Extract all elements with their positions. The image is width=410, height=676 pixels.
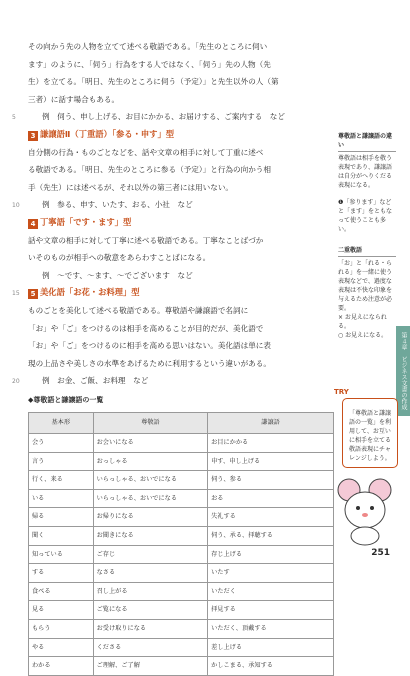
table-cell: いらっしゃる、おいでになる <box>93 471 208 490</box>
column-header: 基本形 <box>29 413 94 434</box>
table-cell: ご存じ <box>93 545 208 564</box>
table-cell: いらっしゃる、おいでになる <box>93 489 208 508</box>
body-line: いそのものが相手への敬意をあらわすことばになる。 <box>28 253 211 263</box>
main-text <box>28 38 328 676</box>
table-cell: なさる <box>93 564 208 583</box>
body-line: 三者）に話す場合もある。 <box>28 94 120 104</box>
sidenote-title: 尊敬語と謙譲語の違い <box>338 132 396 152</box>
table-cell: 知っている <box>29 545 94 564</box>
honorifics-table <box>28 412 334 675</box>
body-line: 「お」や「ご」をつけるのは相手を高めることが目的だが、美化語で <box>28 323 264 333</box>
body-line: その向かう先の人物を立てて述べる敬語である。「先生のところに伺い <box>28 42 268 51</box>
table-cell: いただく、頂戴する <box>208 620 334 639</box>
body-line: 生）を立てる。「明日、先生のところに伺う（予定）」と先生以外の人（第 <box>28 77 279 87</box>
table-row <box>29 638 334 657</box>
sidenote-title: 二重敬語 <box>338 246 396 257</box>
section-3-heading <box>28 126 328 144</box>
sidenote-footnote: ❶「参ります」などと「ます」をともなって使うことも多い。 <box>338 199 393 233</box>
section-number: 3 <box>28 131 38 141</box>
table-cell: 聞く <box>29 527 94 546</box>
table-cell: おる <box>208 489 334 508</box>
section-title: 丁寧語「です・ます」型 <box>40 216 132 227</box>
table-cell: 申す、申し上げる <box>208 452 334 471</box>
table-cell: いる <box>29 489 94 508</box>
table-row <box>29 508 334 527</box>
table-row <box>29 434 334 453</box>
table-row <box>29 620 334 639</box>
table-header-row <box>29 413 334 434</box>
body-line: 現の上品さや美しさの水準をあげるために利用するという違いがある。 <box>28 358 271 368</box>
line-number: 15 <box>12 290 20 297</box>
table-cell: 伺う、承る、拝聴する <box>208 527 334 546</box>
table-row <box>29 601 334 620</box>
section-4-heading <box>28 214 328 232</box>
try-badge: TRY <box>334 388 349 396</box>
body-line: る敬語である。「明日、先生のところに参る（予定）」と行為の向かう相 <box>28 165 271 175</box>
table-cell: 会う <box>29 434 94 453</box>
table-cell: する <box>29 564 94 583</box>
example-5: 例 お金、ご飯、お料理 など <box>42 376 149 386</box>
table-row <box>29 489 334 508</box>
line-number: 5 <box>12 114 16 121</box>
body-line: 自分側の行為・ものごとなどを、話や文章の相手に対して丁重に述べ <box>28 147 264 157</box>
table-cell: いたす <box>208 564 334 583</box>
example-1: 例 伺う、申し上げる、お目にかかる、お届けする、ご案内する など <box>42 112 285 122</box>
sidenote-double-honorific <box>338 246 396 340</box>
sidenote-text: 尊敬語は相手を敬う表現であり、謙譲語は自分がへりくだる表現になる。 <box>338 155 393 189</box>
table-cell: わかる <box>29 657 94 676</box>
table-cell: ご理解、ご了解 <box>93 657 208 676</box>
table-cell: ご覧になる <box>93 601 208 620</box>
mouse-mascot-icon <box>332 476 398 546</box>
table-cell: お帰りになる <box>93 508 208 527</box>
table-cell: かしこまる、承知する <box>208 657 334 676</box>
sidenote-text: 「お」と「れる・られる」を一緒に使う表現などで、過度な表現は不快な印象を与えるため注意が必要。 <box>338 260 393 312</box>
table-row <box>29 452 334 471</box>
line-number: 10 <box>12 202 20 209</box>
page-number: 251 <box>371 548 390 558</box>
table-row <box>29 545 334 564</box>
example-4: 例 ～です、～ます、～でございます など <box>42 270 193 280</box>
table-cell: 存じ上げる <box>208 545 334 564</box>
body-line: 「お」や「ご」をつけるのに相手を高める思いはない。美化語は単に表 <box>28 341 271 351</box>
body-line: 手（先生）には述べるが、それ以外の第三者には用いない。 <box>28 182 234 192</box>
section-number: 4 <box>28 219 38 229</box>
column-header: 謙譲語 <box>208 413 334 434</box>
column-header: 尊敬語 <box>93 413 208 434</box>
section-title: 謙譲語Ⅱ（丁重語）「参る・申す」型 <box>40 128 175 139</box>
table-cell: いただく <box>208 582 334 601</box>
table-cell: 言う <box>29 452 94 471</box>
table-cell: 失礼する <box>208 508 334 527</box>
good-example: ○ お見えになる。 <box>338 332 388 339</box>
example-3: 例 参る、申す、いたす、おる、小社 など <box>42 200 193 210</box>
table-row <box>29 471 334 490</box>
chapter-tab: 第４章 ビジネス文書の作成 <box>396 326 410 416</box>
section-5-heading <box>28 284 328 302</box>
table-cell: 帰る <box>29 508 94 527</box>
table-cell: 差し上げる <box>208 638 334 657</box>
table-cell: もらう <box>29 620 94 639</box>
section-title: 美化語「お花・お料理」型 <box>40 287 140 298</box>
table-cell: 伺う、参る <box>208 471 334 490</box>
sidenote-difference <box>338 132 396 234</box>
table-cell: お聞きになる <box>93 527 208 546</box>
table-cell: おっしゃる <box>93 452 208 471</box>
body-line: ます」のように、「伺う」行為をする人ではなく、「伺う」先の人物（先 <box>28 59 271 69</box>
table-cell: 行く、来る <box>29 471 94 490</box>
table-cell: 食べる <box>29 582 94 601</box>
bad-example: × お見えになられる。 <box>338 314 387 330</box>
table-cell: 見る <box>29 601 94 620</box>
table-cell: やる <box>29 638 94 657</box>
table-title: ◆尊敬語と謙譲語の一覧 <box>28 395 104 404</box>
table-cell: 拝見する <box>208 601 334 620</box>
table-cell: お目にかかる <box>208 434 334 453</box>
table-row <box>29 527 334 546</box>
table-cell: くださる <box>93 638 208 657</box>
table-cell: お会いになる <box>93 434 208 453</box>
body-line: 話や文章の相手に対して丁寧に述べる敬語である。丁寧なことばづか <box>28 235 264 245</box>
section-number: 5 <box>28 289 38 299</box>
try-box: 「尊敬語と謙譲語の一覧」を利用して、お互いに相手を立てる敬語表現にチャレンジしよう。 <box>342 398 398 468</box>
table-row <box>29 657 334 676</box>
table-row <box>29 582 334 601</box>
body-line: ものごとを美化して述べる敬語である。尊敬語や謙譲語で名詞に <box>28 305 249 315</box>
table-cell: お受け取りになる <box>93 620 208 639</box>
table-cell: 召し上がる <box>93 582 208 601</box>
line-number: 20 <box>12 378 20 385</box>
